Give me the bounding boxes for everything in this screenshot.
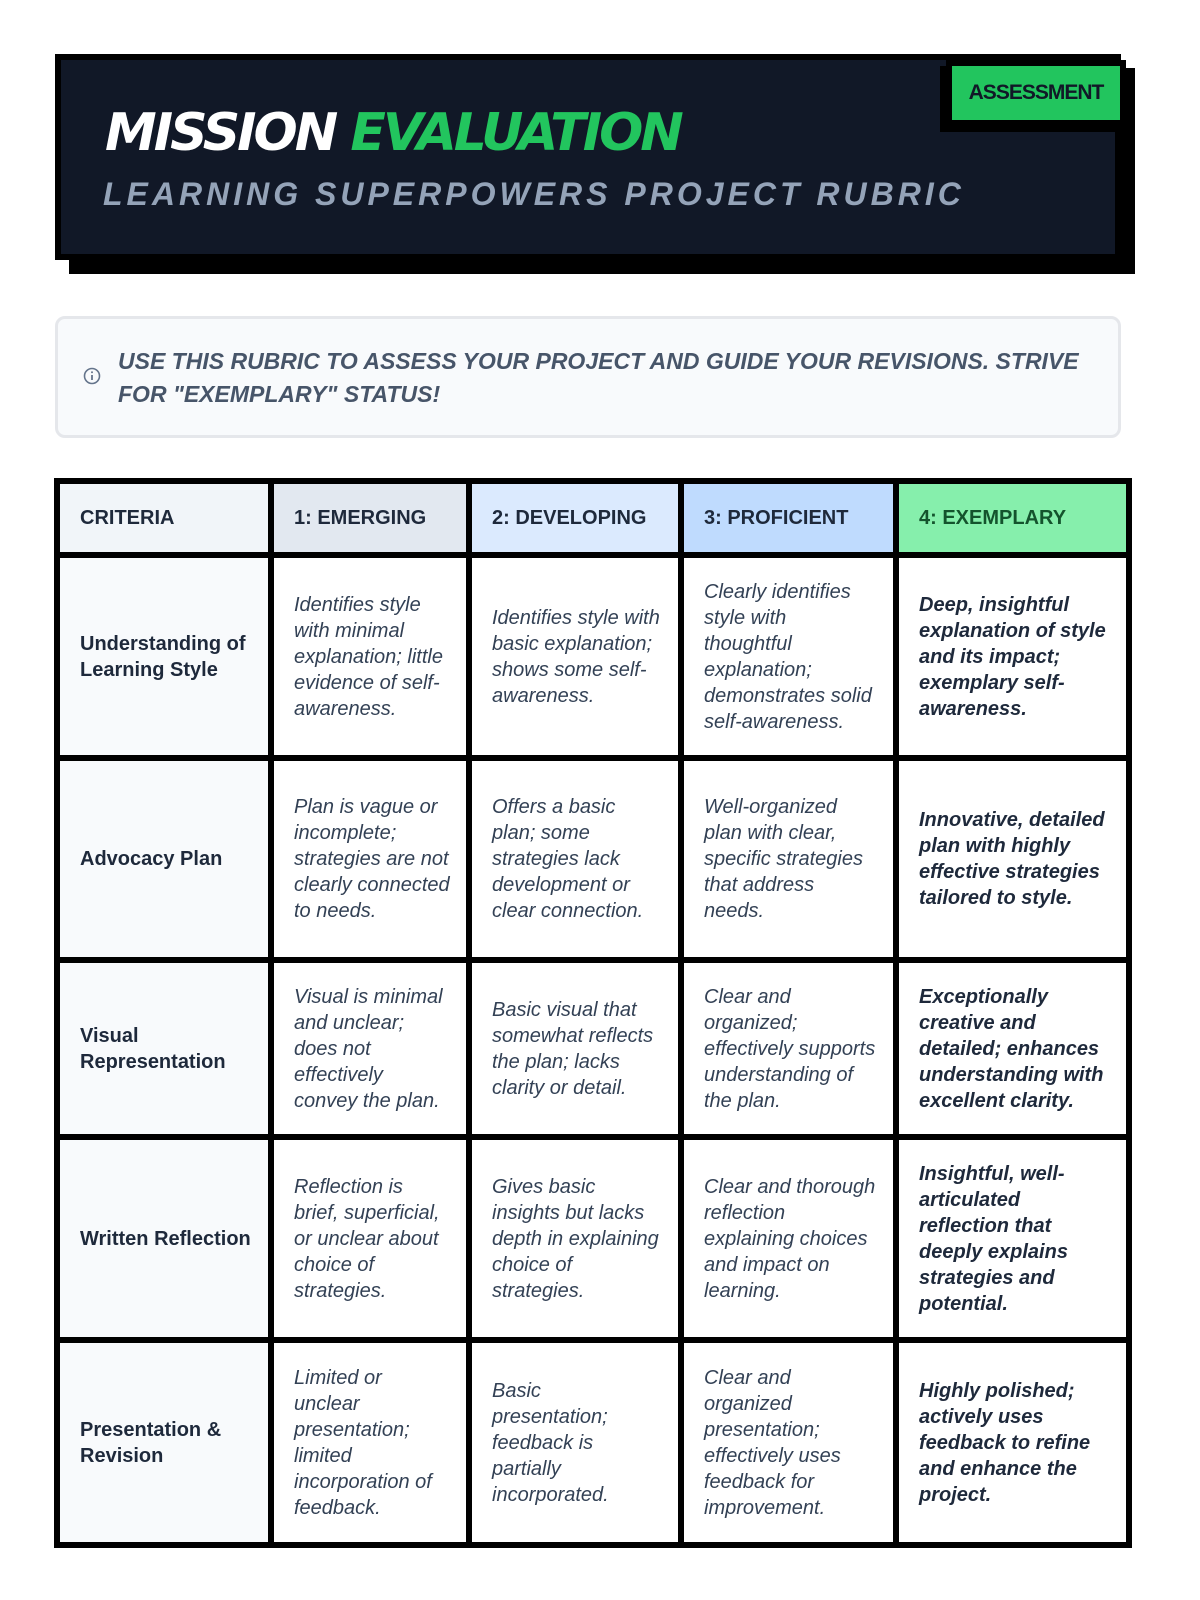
page-title [105, 98, 681, 168]
assessment-badge: ASSESSMENT [946, 60, 1126, 126]
developing-cell: Basic presentation; feedback is partially incorporated. [469, 1340, 681, 1545]
developing-cell: Basic visual that somewhat reflects the plan; lacks clarity or detail. [469, 960, 681, 1137]
info-callout [55, 316, 1121, 438]
proficient-cell: Clear and organized; effectively supports understanding of the plan. [681, 960, 896, 1137]
table-row [57, 960, 1129, 1137]
column-header-developing: 2: DEVELOPING [469, 481, 681, 555]
table-row [57, 1340, 1129, 1545]
emerging-cell: Limited or unclear presentation; limited incorporation of feedback. [271, 1340, 469, 1545]
exemplary-cell: Insightful, well-articulated reflection that deeply explains strategies and potential. [896, 1137, 1129, 1340]
header-banner [55, 54, 1121, 260]
developing-cell: Gives basic insights but lacks depth in explaining choice of strategies. [469, 1137, 681, 1340]
proficient-cell: Clear and organized presentation; effectively uses feedback for improvement. [681, 1340, 896, 1545]
rubric-table [54, 478, 1132, 1548]
exemplary-cell: Deep, insightful explanation of style and its impact; exemplary self-awareness. [896, 555, 1129, 758]
proficient-cell: Clear and thorough reflection explaining choices and impact on learning. [681, 1137, 896, 1340]
rubric-header-row [57, 481, 1129, 555]
emerging-cell: Visual is minimal and unclear; does not effectively convey the plan. [271, 960, 469, 1137]
criteria-cell: Presentation & Revision [57, 1340, 271, 1545]
developing-cell: Identifies style with basic explanation; shows some self-awareness. [469, 555, 681, 758]
column-header-proficient: 3: PROFICIENT [681, 481, 896, 555]
developing-cell: Offers a basic plan; some strategies lack development or clear connection. [469, 758, 681, 960]
title-mission: MISSION [105, 103, 336, 163]
criteria-cell: Visual Representation [57, 960, 271, 1137]
exemplary-cell: Innovative, detailed plan with highly effective strategies tailored to style. [896, 758, 1129, 960]
column-header-exemplary: 4: EXEMPLARY [896, 481, 1129, 555]
criteria-cell: Advocacy Plan [57, 758, 271, 960]
column-header-emerging: 1: EMERGING [271, 481, 469, 555]
criteria-cell: Written Reflection [57, 1137, 271, 1340]
table-row [57, 1137, 1129, 1340]
exemplary-cell: Highly polished; actively uses feedback to refine and enhance the project. [896, 1340, 1129, 1545]
info-circle-icon [83, 367, 101, 385]
emerging-cell: Identifies style with minimal explanation; little evidence of self-awareness. [271, 555, 469, 758]
proficient-cell: Well-organized plan with clear, specific strategies that address needs. [681, 758, 896, 960]
emerging-cell: Reflection is brief, superficial, or unclear about choice of strategies. [271, 1137, 469, 1340]
emerging-cell: Plan is vague or incomplete; strategies are not clearly connected to needs. [271, 758, 469, 960]
proficient-cell: Clearly identifies style with thoughtful explanation; demonstrates solid self-awareness. [681, 555, 896, 758]
info-text: USE THIS RUBRIC TO ASSESS YOUR PROJECT AND GUIDE YOUR REVISIONS. STRIVE FOR "EXEMPLARY" STATUS! [118, 348, 1079, 407]
column-header-criteria: CRITERIA [57, 481, 271, 555]
page-subtitle: LEARNING SUPERPOWERS PROJECT RUBRIC [103, 176, 965, 212]
title-evaluation: EVALUATION [350, 103, 681, 163]
exemplary-cell: Exceptionally creative and detailed; enhances understanding with excellent clarity. [896, 960, 1129, 1137]
table-row [57, 758, 1129, 960]
criteria-cell: Understanding of Learning Style [57, 555, 271, 758]
table-row [57, 555, 1129, 758]
